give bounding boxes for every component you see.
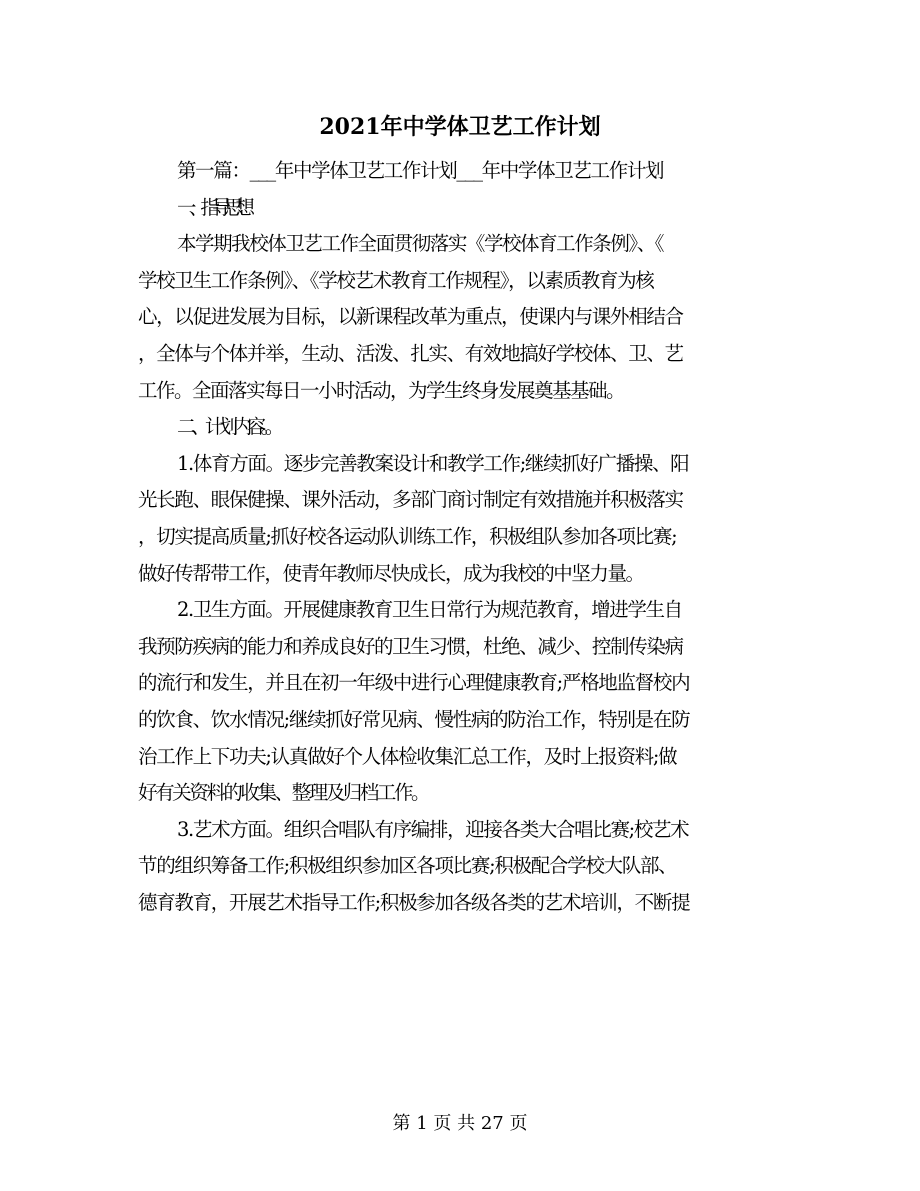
- text-line: 我预防疾病的能力和养成良好的卫生习惯，杜绝、减少、控制传染病: [138, 634, 683, 658]
- paragraph: [138, 409, 788, 446]
- text-line: 心，以促进发展为目标，以新课程改革为重点，使课内与课外相结合: [138, 305, 683, 329]
- paragraph: [138, 592, 788, 812]
- text-line: 德育教育，开展艺术指导工作;积极参加各级各类的艺术培训，不断提: [138, 890, 690, 914]
- paragraph: [138, 446, 788, 592]
- page-number-footer: 第 1 页 共 27 页: [392, 1113, 528, 1134]
- document-body: [138, 153, 788, 921]
- text-line: 3.艺术方面。组织合唱队有序编排，迎接各类大合唱比赛;校艺术: [177, 817, 689, 841]
- text-line: 节的组织筹备工作;积极组织参加区各项比赛;积极配合学校大队部、: [138, 854, 677, 878]
- text-line: 2.卫生方面。开展健康教育卫生日常行为规范教育，增进学生自: [177, 598, 682, 622]
- text-line: ，切实提高质量;抓好校各运动队训练工作，积极组队参加各项比赛;: [138, 524, 677, 548]
- paragraph: [138, 190, 788, 227]
- text-line: 做好传帮带工作，使青年教师尽快成长，成为我校的中坚力量。: [138, 561, 644, 585]
- text-line: 二、计划内容。。: [177, 415, 279, 439]
- text-line: ，全体与个体并举，生动、活泼、扎实、有效地搞好学校体、卫、艺: [138, 341, 683, 365]
- text-line: 光长跑、眼保健操、课外活动，多部门商讨制定有效措施并积极落实: [138, 488, 683, 512]
- paragraph: [138, 153, 788, 190]
- text-line: 1.体育方面。逐步完善教案设计和教学工作;继续抓好广播操、阳: [177, 451, 689, 475]
- text-line: 学校卫生工作条例》、《学校艺术教育工作规程》，以素质教育为核: [138, 268, 654, 292]
- text-line: 工作。全面落实每日一小时活动，为学生终身发展奠基基础。: [138, 378, 625, 402]
- text-line: 治工作上下功夫;认真做好个人体检收集汇总工作，及时上报资料;做: [138, 744, 677, 768]
- paragraph: [138, 226, 788, 409]
- document-title: 2021年中学体卫艺工作计划: [319, 114, 601, 140]
- text-line: 一、指导思想: [177, 195, 248, 219]
- text-line: 的流行和发生，并且在初一年级中进行心理健康教育;严格地监督校内: [138, 671, 690, 695]
- text-line: 本学期我校体卫艺工作全面贯彻落实《学校体育工作条例》、《: [177, 232, 664, 256]
- text-line: 的饮食、饮水情况;继续抓好常见病、慢性病的防治工作，特别是在防: [138, 707, 690, 731]
- text-line: 第一篇：___年中学体卫艺工作计划___年中学体卫艺工作计划: [177, 159, 664, 182]
- text-line: 好有关资料的收集、整理及归档工作。: [138, 781, 429, 805]
- paragraph: [138, 812, 788, 922]
